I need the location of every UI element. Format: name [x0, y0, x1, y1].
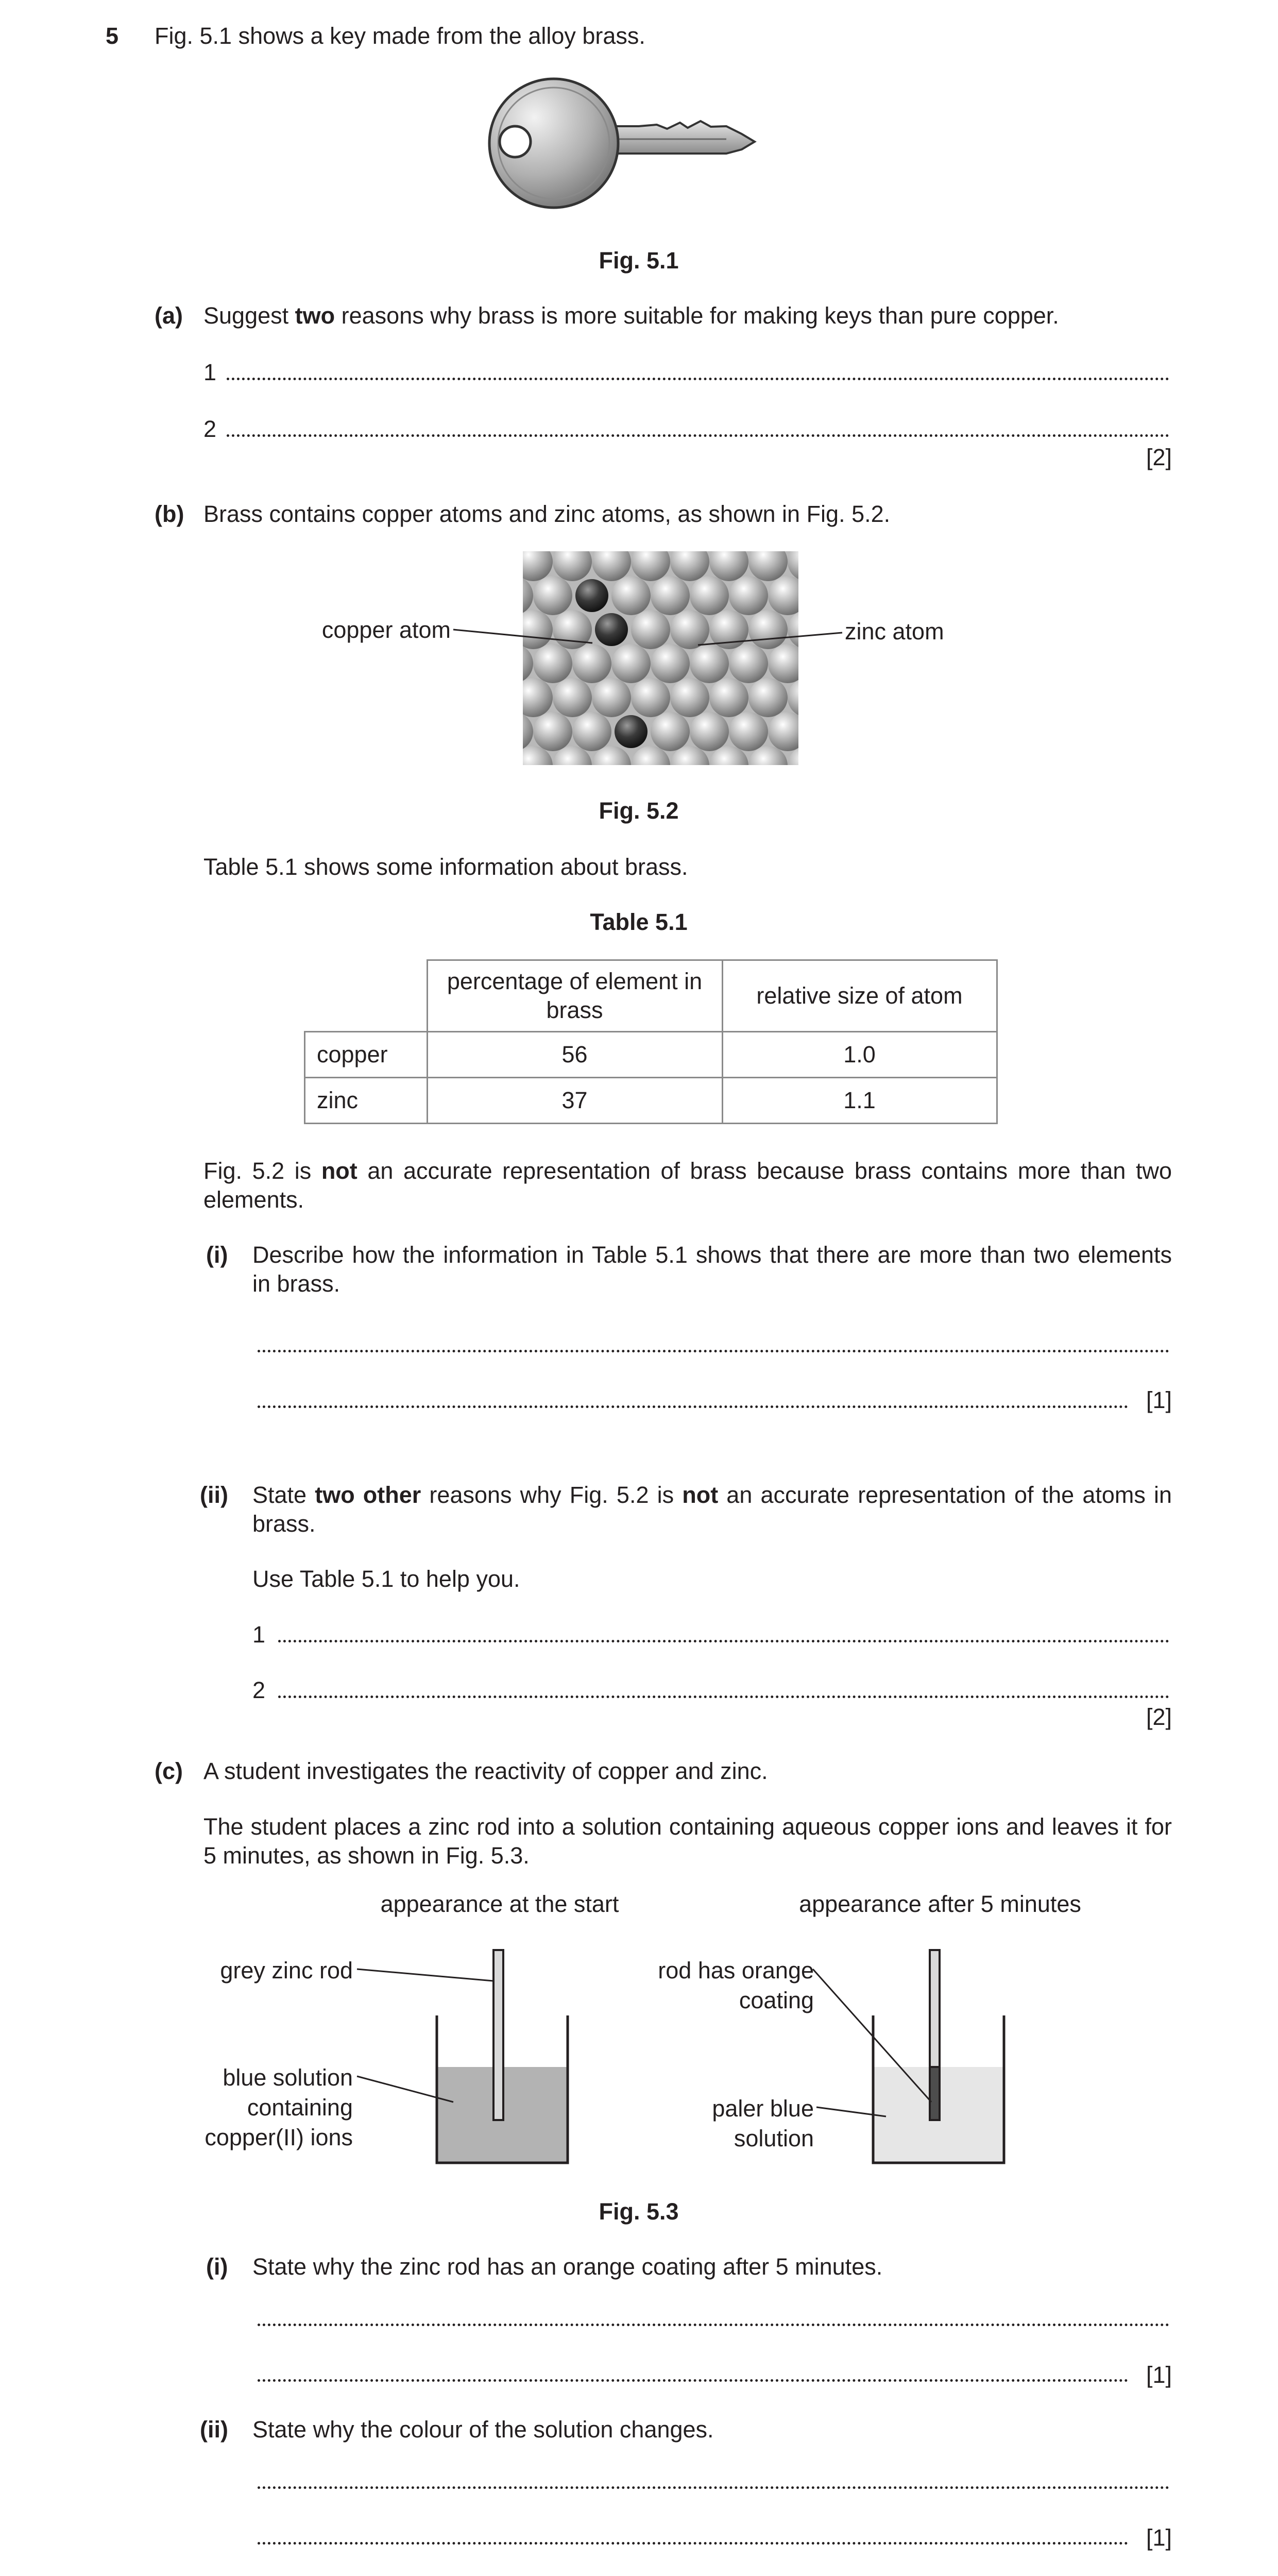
- part-c-question: A student investigates the reactivity of copper and zinc.: [203, 1758, 768, 1784]
- part-b-label: (b): [155, 501, 184, 527]
- beaker-diagram: [0, 1932, 1278, 2179]
- marks: [1]: [1146, 1387, 1172, 1413]
- zinc-atom-label: zinc atom: [845, 618, 944, 645]
- copper-atom: [631, 746, 670, 785]
- answer-line[interactable]: [258, 2379, 1128, 2382]
- part-c-ii-label: (ii): [200, 2416, 228, 2443]
- paler-solution-label: paler blue: [712, 2095, 814, 2122]
- table-cell-percentage: 56: [427, 1032, 722, 1078]
- part-a-question: Suggest two reasons why brass is more suitable for making keys than pure copper.: [203, 302, 1059, 329]
- table-5-1: [304, 959, 998, 1124]
- table-header-row: [305, 960, 997, 1032]
- fig-5-2-caption: Fig. 5.2: [599, 798, 679, 824]
- part-b-question: Brass contains copper atoms and zinc atoms, as shown in Fig. 5.2.: [203, 501, 891, 527]
- answer-line[interactable]: [278, 1640, 1169, 1642]
- answer-line[interactable]: [258, 2324, 1169, 2326]
- table-5-1-caption: Table 5.1: [590, 909, 688, 935]
- copper-atom: [670, 746, 709, 785]
- answer-line[interactable]: [258, 1405, 1128, 1408]
- table-row: [305, 1032, 997, 1078]
- not-accurate-statement: Fig. 5.2 is not an accurate representation of brass because brass contains more than two elements.: [203, 1158, 1172, 1213]
- answer-line[interactable]: [258, 2542, 1128, 2545]
- copper-leader-line: [0, 0, 1278, 721]
- part-b-ii-hint: Use Table 5.1 to help you.: [252, 1566, 520, 1592]
- answer-line[interactable]: [258, 2486, 1169, 2489]
- answer-line-number: 1: [203, 359, 217, 385]
- answer-line-number: 1: [252, 1621, 266, 1648]
- copper-atom: [474, 746, 514, 785]
- answer-line[interactable]: [258, 1350, 1169, 1352]
- part-a-label: (a): [155, 302, 183, 329]
- part-c-i-question: State why the zinc rod has an orange coating after 5 minutes.: [252, 2253, 883, 2280]
- copper-atom-label: copper atom: [321, 617, 451, 643]
- marks: [2]: [1146, 1704, 1172, 1730]
- question-intro: Fig. 5.1 shows a key made from the alloy brass.: [155, 23, 645, 49]
- table-cell-element: zinc: [305, 1078, 428, 1124]
- copper-atom: [514, 746, 553, 785]
- copper-atom: [788, 746, 827, 785]
- fig-5-3-caption: Fig. 5.3: [599, 2198, 679, 2225]
- orange-coating-label: rod has orange: [658, 1957, 814, 1984]
- blue-solution-label: copper(II) ions: [205, 2124, 353, 2150]
- answer-line-number: 2: [252, 1677, 266, 1703]
- orange-coating-label: coating: [739, 1987, 814, 2013]
- part-c-description: The student places a zinc rod into a solution containing aqueous copper ions and leaves it for 5 minutes, as shown in Fig. 5.3.: [203, 1814, 1172, 1869]
- part-c-label: (c): [155, 1758, 183, 1784]
- marks: [1]: [1146, 2524, 1172, 2551]
- table-cell-element: copper: [305, 1032, 428, 1078]
- empty-corner-cell: [305, 960, 428, 1032]
- answer-line-number: 2: [203, 416, 217, 442]
- table-row: [305, 1078, 997, 1124]
- orange-coating: [930, 2067, 940, 2120]
- part-c-ii-question: State why the colour of the solution changes.: [252, 2416, 714, 2443]
- copper-atom: [592, 746, 631, 785]
- table-header: relative size of atom: [722, 960, 997, 1032]
- table-intro: Table 5.1 shows some information about brass.: [203, 854, 688, 880]
- after-heading: appearance after 5 minutes: [799, 1891, 1081, 1917]
- zinc-rod: [493, 1950, 503, 2120]
- part-b-ii-label: (ii): [200, 1482, 228, 1508]
- copper-atom: [748, 746, 788, 785]
- question-number: 5: [106, 23, 119, 49]
- table-cell-size: 1.1: [722, 1078, 997, 1124]
- marks: [1]: [1146, 2362, 1172, 2388]
- grey-zinc-rod-label: grey zinc rod: [220, 1957, 353, 1984]
- part-b-ii-question: State two other reasons why Fig. 5.2 is not an accurate representation of the atoms in brass.: [252, 1482, 1172, 1537]
- table-cell-size: 1.0: [722, 1032, 997, 1078]
- table-header: percentage of element in brass: [427, 960, 722, 1032]
- fig-5-1-caption: Fig. 5.1: [599, 247, 679, 274]
- table-cell-percentage: 37: [427, 1078, 722, 1124]
- part-c-i-label: (i): [206, 2253, 228, 2280]
- marks: [2]: [1146, 444, 1172, 470]
- copper-atom: [709, 746, 748, 785]
- blue-solution-label: blue solution: [223, 2064, 353, 2091]
- answer-line[interactable]: [278, 1696, 1169, 1698]
- blue-solution-label: containing: [247, 2094, 353, 2121]
- paler-solution-label: solution: [734, 2125, 814, 2151]
- start-heading: appearance at the start: [380, 1891, 619, 1917]
- copper-atom: [553, 746, 592, 785]
- part-b-i-question: Describe how the information in Table 5.1 shows that there are more than two elements in brass.: [252, 1242, 1172, 1297]
- part-b-i-label: (i): [206, 1242, 228, 1268]
